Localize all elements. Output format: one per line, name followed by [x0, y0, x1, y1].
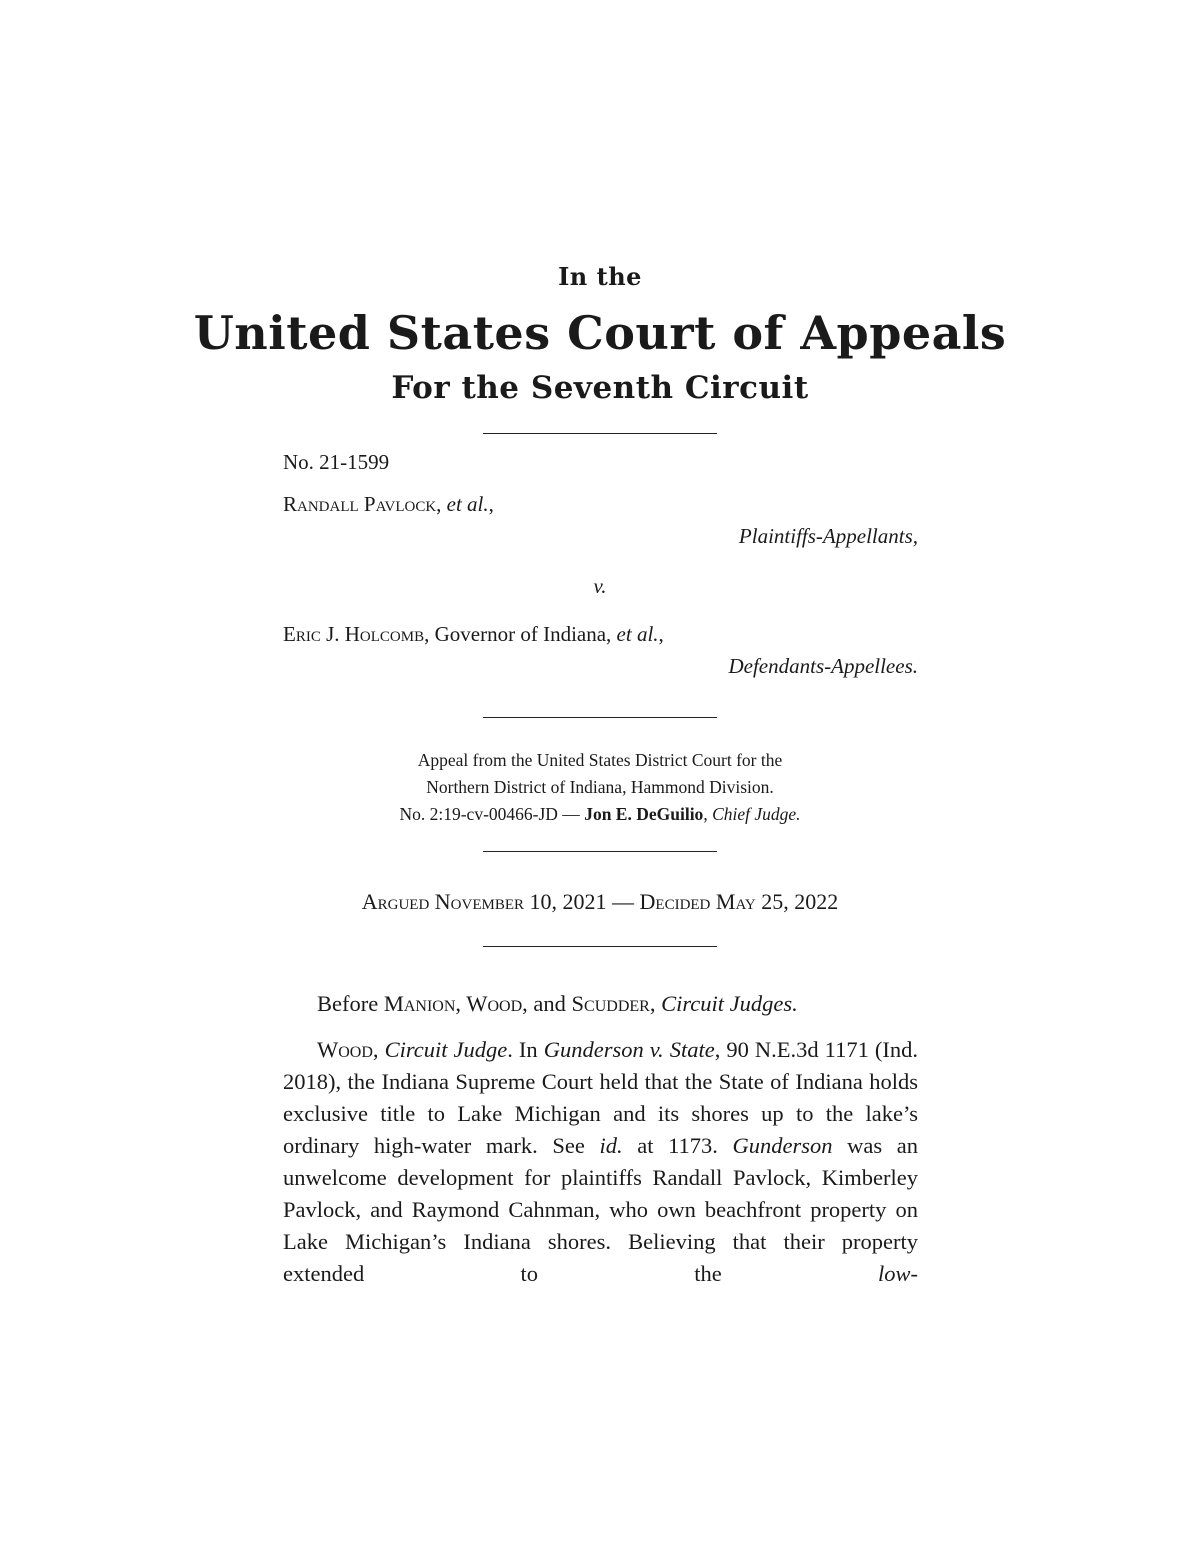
defendant-name: Eric J. Holcomb: [283, 622, 425, 646]
district-judge-title: Chief Judge.: [712, 804, 801, 824]
divider: [483, 433, 717, 434]
comma: ,: [372, 1037, 385, 1062]
defendant-etal: et al.: [616, 622, 659, 646]
opinion-text: at 1173.: [622, 1133, 733, 1158]
circuit-name: For the Seventh Circuit: [391, 370, 809, 406]
panel-line: [317, 990, 798, 1018]
opinion-author-title: Circuit Judge: [384, 1037, 508, 1062]
opinion-body: [283, 1034, 918, 1290]
header-in-the: In the: [558, 262, 642, 291]
plaintiff-name: Randall Pavlock: [283, 492, 437, 516]
comma: ,: [488, 492, 494, 516]
case-number: No. 21-1599: [283, 450, 390, 474]
district-judge-name: Jon E. DeGuilio: [584, 804, 704, 824]
id-citation: id.: [599, 1133, 623, 1158]
court-name: United States Court of Appeals: [193, 306, 1007, 360]
comma: ,: [658, 622, 664, 646]
case-short-citation: Gunderson: [732, 1133, 833, 1158]
opinion-low: low-: [877, 1261, 918, 1286]
docket-number: No. 2:19-cv-00466-JD —: [399, 804, 585, 824]
versus: v.: [593, 574, 607, 598]
plaintiff-line: [283, 490, 494, 518]
opinion-text: . In: [507, 1037, 544, 1062]
defendant-line: [283, 620, 664, 648]
appeal-docket-line: [0, 800, 1200, 828]
plaintiff-etal: et al.: [446, 492, 489, 516]
panel-judge-3: Scudder: [571, 991, 650, 1016]
opinion-text: was an unwelcome development for plaintiffs Randall Pavlock, Kimberley Pavlock, and Raymond Cahnman, who own beachfront property on Lake Michigan’s Indiana shores. Believing that their property extended to the: [283, 1133, 918, 1286]
appeal-line-2: Northern District of Indiana, Hammond Division.: [426, 777, 774, 797]
case-citation: Gunderson v. State: [543, 1037, 715, 1062]
comma: ,: [703, 804, 713, 824]
panel-judges: Manion, Wood,: [383, 991, 528, 1016]
comma: ,: [436, 492, 447, 516]
defendant-title: , Governor of Indiana,: [424, 622, 617, 646]
defendant-role: Defendants-Appellees.: [728, 654, 918, 678]
divider: [483, 717, 717, 718]
plaintiff-role: Plaintiffs-Appellants,: [738, 524, 918, 548]
panel-before: Before: [317, 991, 384, 1016]
divider: [483, 851, 717, 852]
divider: [483, 946, 717, 947]
opinion-text: , 90 N.E.3d 1171 (Ind. 2018), the Indiana Supreme Court held that the State of Indiana holds exclusive title to Lake Michigan and its shores up to the lake’s ordinary high-water mark. See: [283, 1037, 918, 1158]
comma: ,: [649, 991, 662, 1016]
panel-and: and: [527, 991, 572, 1016]
panel-title: Circuit Judges.: [661, 991, 798, 1016]
appeal-line-1: Appeal from the United States District Court for the: [417, 750, 783, 770]
opinion-paragraph: [283, 1034, 918, 1290]
opinion-author: Wood: [317, 1037, 373, 1062]
argued-decided-dates: Argued November 10, 2021 — Decided May 25, 2022: [361, 889, 839, 914]
